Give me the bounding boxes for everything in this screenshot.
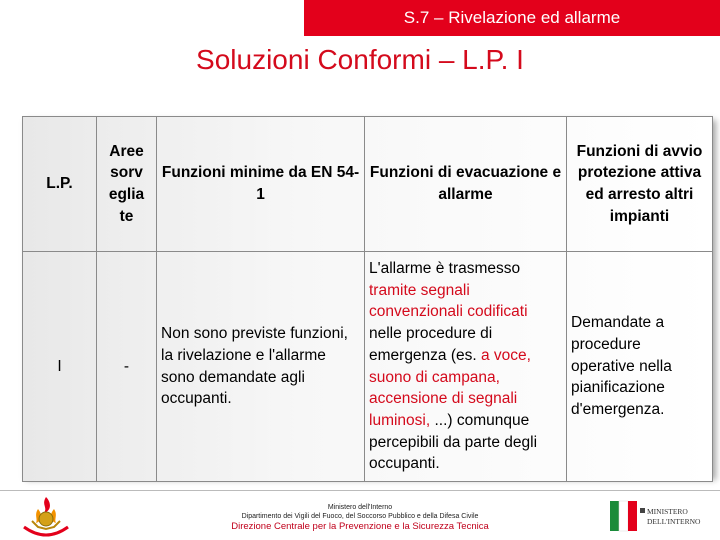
cell-aree: -	[97, 252, 157, 482]
table-row	[23, 252, 713, 482]
evac-highlight-1: tramite segnali convenzionali codificati	[369, 281, 528, 321]
section-banner	[304, 0, 720, 36]
cell-evacuazione	[365, 252, 567, 482]
section-label: S.7 – Rivelazione ed allarme	[403, 8, 621, 27]
header-lp: L.P.	[23, 117, 97, 252]
footer-ministry	[0, 503, 720, 521]
evac-text-1: L'allarme è trasmesso	[369, 260, 521, 278]
header-aree: Aree sorv eglia te	[97, 117, 157, 252]
solutions-table	[22, 116, 712, 476]
svg-text:MINISTERO: MINISTERO	[647, 507, 688, 516]
svg-text:DELL'INTERNO: DELL'INTERNO	[647, 517, 701, 526]
slide-title: Soluzioni Conformi – L.P. I	[196, 44, 524, 75]
evac-text-2: nelle procedure di emergenza (es.	[369, 325, 493, 364]
header-funzioni-minime: Funzioni minime da EN 54-1	[157, 117, 365, 252]
evac-text-3: ...) comunque percepibili da parte degli occupanti.	[369, 411, 538, 473]
cell-protezione: Demandate a procedure operative nella pianificazione d'emergenza.	[567, 252, 713, 482]
header-evacuazione: Funzioni di evacuazione e allarme	[365, 117, 567, 252]
footer-direction: Direzione Centrale per la Prevenzione e la Sicurezza Tecnica	[231, 521, 489, 532]
department-name: Dipartimento dei Vigili del Fuoco, del Soccorso Pubblico e della Difesa Civile	[241, 513, 479, 521]
evac-highlight-2: a voce, suono di campana, accensione di segnali luminosi,	[369, 346, 531, 429]
cell-lp: I	[23, 252, 97, 482]
ministry-name: Ministero dell'Interno	[327, 504, 393, 511]
footer-divider	[0, 490, 720, 491]
header-protezione: Funzioni di avvio protezione attiva ed arresto altri impianti	[567, 117, 713, 252]
table-header-row	[23, 117, 713, 252]
cell-funzioni-minime: Non sono previste funzioni, la rivelazione e l'allarme sono demandate agli occupanti.	[157, 252, 365, 482]
